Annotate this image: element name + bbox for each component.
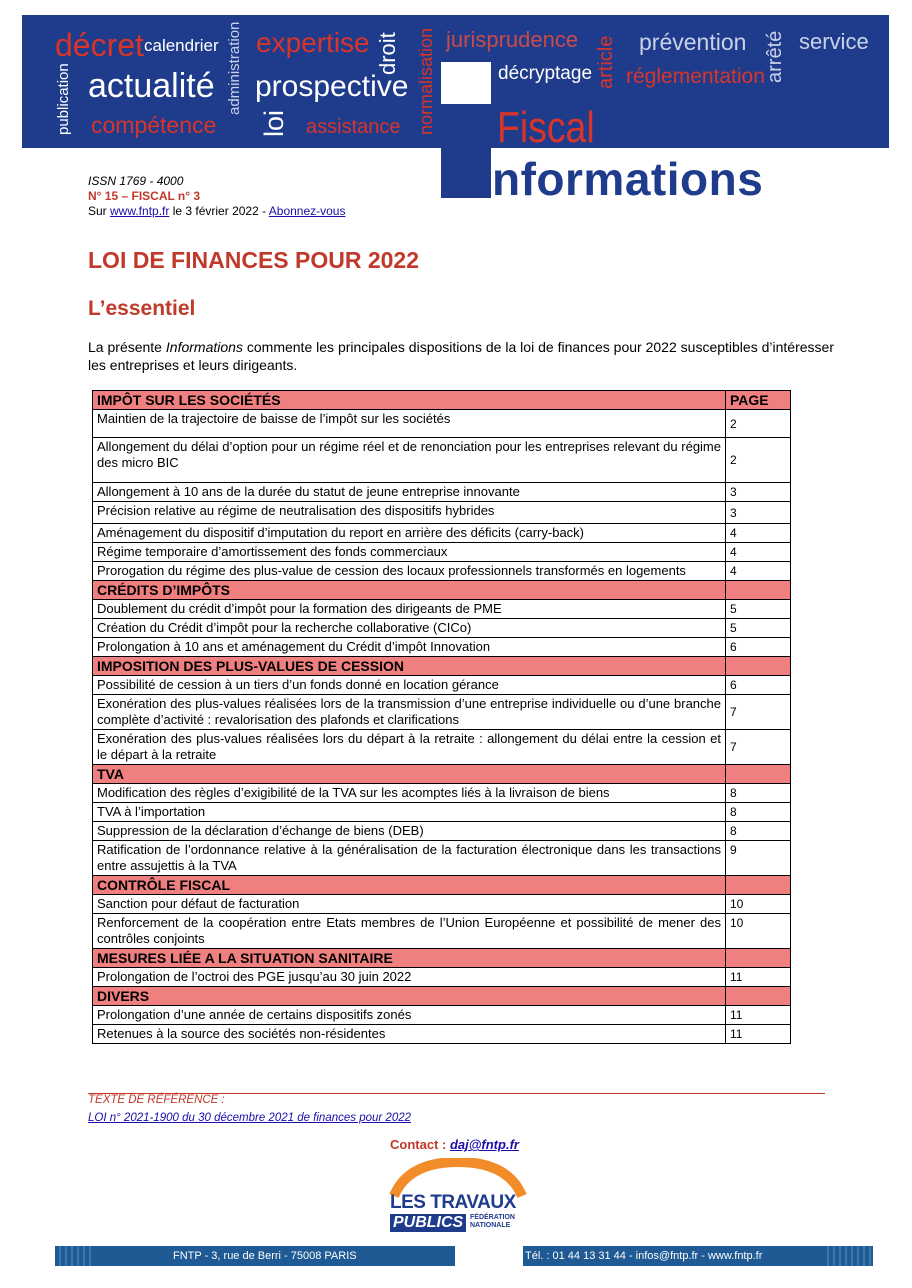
fntp-logo: [388, 1158, 528, 1248]
section-header-row: [93, 876, 791, 895]
row-page: 7: [726, 695, 791, 730]
row-description: TVA à l’importation: [93, 803, 726, 822]
reference-link[interactable]: LOI n° 2021-1900 du 30 décembre 2021 de finances pour 2022: [88, 1112, 412, 1124]
row-page: 11: [726, 968, 791, 987]
publication-category: Fiscal: [497, 103, 595, 152]
row-page: 8: [726, 784, 791, 803]
banner-word: droit: [375, 32, 400, 75]
table-row: [93, 784, 791, 803]
banner-word: réglementation: [626, 65, 765, 88]
row-description: Aménagement du dispositif d’imputation du report en arrière des déficits (carry-back): [93, 524, 726, 543]
row-description: Allongement à 10 ans de la durée du statut de jeune entreprise innovante: [93, 483, 726, 502]
banner-word: jurisprudence: [446, 27, 579, 52]
document-title: LOI DE FINANCES POUR 2022: [88, 247, 420, 273]
section-title: IMPÔT SUR LES SOCIÉTÉS: [93, 391, 726, 410]
footer-stripe: [55, 1246, 95, 1266]
row-description: Précision relative au régime de neutralisation des dispositifs hybrides: [93, 502, 726, 524]
banner-word: article: [595, 35, 617, 89]
publication-line: [88, 204, 345, 219]
row-description: Modification des règles d’exigibilité de la TVA sur les acomptes liés à la livraison de biens: [93, 784, 726, 803]
footer-stripe: [823, 1246, 873, 1266]
summary-table: [92, 390, 791, 1044]
banner-word: administration: [226, 21, 243, 115]
section-header-row: [93, 581, 791, 600]
logo-square: [441, 104, 491, 148]
table-row: [93, 968, 791, 987]
banner-word: décryptage: [498, 63, 593, 84]
row-description: Suppression de la déclaration d’échange de biens (DEB): [93, 822, 726, 841]
row-description: Renforcement de la coopération entre Etats membres de l’Union Européenne et possibilité de mener des contrôles conjoints: [93, 914, 726, 949]
page-header: [726, 987, 791, 1006]
intro-before: La présente: [88, 339, 166, 355]
row-description: Maintien de la trajectoire de baisse de l’impôt sur les sociétés: [93, 410, 726, 438]
row-description: Régime temporaire d’amortissement des fonds commerciaux: [93, 543, 726, 562]
table-row: [93, 619, 791, 638]
table-row: [93, 914, 791, 949]
page-header: PAGE: [726, 391, 791, 410]
row-description: Prolongation de l’octroi des PGE jusqu’au 30 juin 2022: [93, 968, 726, 987]
table-row: [93, 841, 791, 876]
row-page: 8: [726, 822, 791, 841]
row-page: 4: [726, 543, 791, 562]
logo-line3: FÉDÉRATION NATIONALE: [470, 1214, 515, 1229]
banner-word: normalisation: [416, 27, 436, 135]
publication-title: nformations: [492, 153, 764, 205]
row-page: 2: [726, 410, 791, 438]
section-title: IMPOSITION DES PLUS-VALUES DE CESSION: [93, 657, 726, 676]
footer-gap: [455, 1246, 523, 1266]
table-row: [93, 895, 791, 914]
page-header: [726, 657, 791, 676]
section-title: CONTRÔLE FISCAL: [93, 876, 726, 895]
table-row: [93, 543, 791, 562]
row-page: 11: [726, 1025, 791, 1044]
reference-label: TEXTE DE RÉFÉRENCE :: [88, 1094, 225, 1106]
page-header: [726, 581, 791, 600]
logo-square: [441, 62, 491, 104]
row-page: 4: [726, 562, 791, 581]
table-row: [93, 803, 791, 822]
issn: ISSN 1769 - 4000: [88, 174, 184, 188]
subscribe-link[interactable]: Abonnez-vous: [268, 204, 346, 218]
contact-email-link[interactable]: daj@fntp.fr: [449, 1137, 519, 1152]
sur-label: Sur: [88, 204, 111, 218]
table-row: [93, 730, 791, 765]
intro-paragraph: [88, 338, 834, 374]
banner-word: compétence: [91, 112, 217, 138]
intro-after: commente les principales dispositions de la loi de finances pour 2022 susceptibles d’intéresser les entreprises et leurs dirigeants.: [88, 339, 834, 373]
row-page: 10: [726, 914, 791, 949]
banner-word: prévention: [639, 29, 747, 55]
row-page: 6: [726, 638, 791, 657]
table-row: [93, 638, 791, 657]
issue-meta: [88, 174, 345, 219]
section-header-row: [93, 765, 791, 784]
table-row: [93, 676, 791, 695]
section-title: MESURES LIÉE A LA SITUATION SANITAIRE: [93, 949, 726, 968]
row-page: 3: [726, 502, 791, 524]
banner-word: calendrier: [144, 36, 219, 55]
table-row: [93, 1006, 791, 1025]
row-page: 11: [726, 1006, 791, 1025]
row-page: 10: [726, 895, 791, 914]
date-text: le 3 février 2022 -: [169, 204, 269, 218]
banner-word: actualité: [88, 67, 215, 105]
table-row: [93, 822, 791, 841]
row-description: Prolongation d’une année de certains dispositifs zonés: [93, 1006, 726, 1025]
banner-word: assistance: [306, 116, 401, 138]
row-page: 6: [726, 676, 791, 695]
row-description: Création du Crédit d’impôt pour la recherche collaborative (CICo): [93, 619, 726, 638]
issue-number: N° 15 – FISCAL n° 3: [88, 189, 201, 203]
section-title: TVA: [93, 765, 726, 784]
row-description: Prorogation du régime des plus-value de cession des locaux professionnels transformés en logements: [93, 562, 726, 581]
table-row: [93, 410, 791, 438]
table-row: [93, 438, 791, 483]
row-description: Possibilité de cession à un tiers d’un fonds donné en location gérance: [93, 676, 726, 695]
banner-word: décret: [55, 27, 144, 63]
row-description: Doublement du crédit d’impôt pour la formation des dirigeants de PME: [93, 600, 726, 619]
table-row: [93, 695, 791, 730]
page-header: [726, 949, 791, 968]
row-page: 4: [726, 524, 791, 543]
section-title: CRÉDITS D’IMPÔTS: [93, 581, 726, 600]
row-description: Allongement du délai d’option pour un régime réel et de renonciation pour les entreprises relevant du régime des micro BIC: [93, 438, 726, 483]
page-header: [726, 876, 791, 895]
banner-word: arrêté: [764, 30, 786, 83]
row-page: 5: [726, 600, 791, 619]
table-row: [93, 483, 791, 502]
contact-label: Contact :: [390, 1137, 450, 1152]
section-title: L’essentiel: [88, 297, 196, 320]
row-description: Exonération des plus-values réalisées lors de la transmission d’une entreprise individuelle ou d’une branche complète d’activité : revalorisation des plafonds et clarifications: [93, 695, 726, 730]
logo-line1: LES TRAVAUX: [390, 1192, 516, 1213]
section-title: DIVERS: [93, 987, 726, 1006]
table-row: [93, 502, 791, 524]
row-page: 5: [726, 619, 791, 638]
table-row: [93, 524, 791, 543]
site-link[interactable]: www.fntp.fr: [110, 204, 170, 218]
intro-italic: Informations: [165, 339, 243, 355]
table-row: [93, 562, 791, 581]
footer-contact: Tél. : 01 44 13 31 44 - infos@fntp.fr - www.fntp.fr: [525, 1250, 763, 1262]
table-row: [93, 1025, 791, 1044]
section-header-row: [93, 657, 791, 676]
row-description: Exonération des plus-values réalisées lors du départ à la retraite : allongement du délai entre la cession et le départ à la retraite: [93, 730, 726, 765]
row-description: Ratification de l’ordonnance relative à la généralisation de la facturation électronique dans les transactions entre assujettis à la TVA: [93, 841, 726, 876]
row-description: Prolongation à 10 ans et aménagement du Crédit d’impôt Innovation: [93, 638, 726, 657]
contact: [390, 1137, 519, 1152]
row-page: 9: [726, 841, 791, 876]
banner-word: prospective: [255, 70, 409, 103]
banner-word: publication: [55, 63, 72, 135]
logo-line2: PUBLICS: [390, 1214, 466, 1232]
row-page: 3: [726, 483, 791, 502]
row-description: Retenues à la source des sociétés non-résidentes: [93, 1025, 726, 1044]
section-header-row: [93, 987, 791, 1006]
footer-address: FNTP - 3, rue de Berri - 75008 PARIS: [173, 1250, 357, 1262]
banner-word: loi: [259, 109, 289, 137]
page-header: [726, 765, 791, 784]
banner-word: service: [799, 29, 869, 54]
row-description: Sanction pour défaut de facturation: [93, 895, 726, 914]
banner-word: expertise: [256, 27, 370, 58]
section-header-row: [93, 949, 791, 968]
row-page: 7: [726, 730, 791, 765]
logo-letter-i: [441, 148, 491, 198]
table-row: [93, 600, 791, 619]
footer-bar: [55, 1246, 873, 1266]
section-header-row: [93, 391, 791, 410]
row-page: 8: [726, 803, 791, 822]
row-page: 2: [726, 438, 791, 483]
